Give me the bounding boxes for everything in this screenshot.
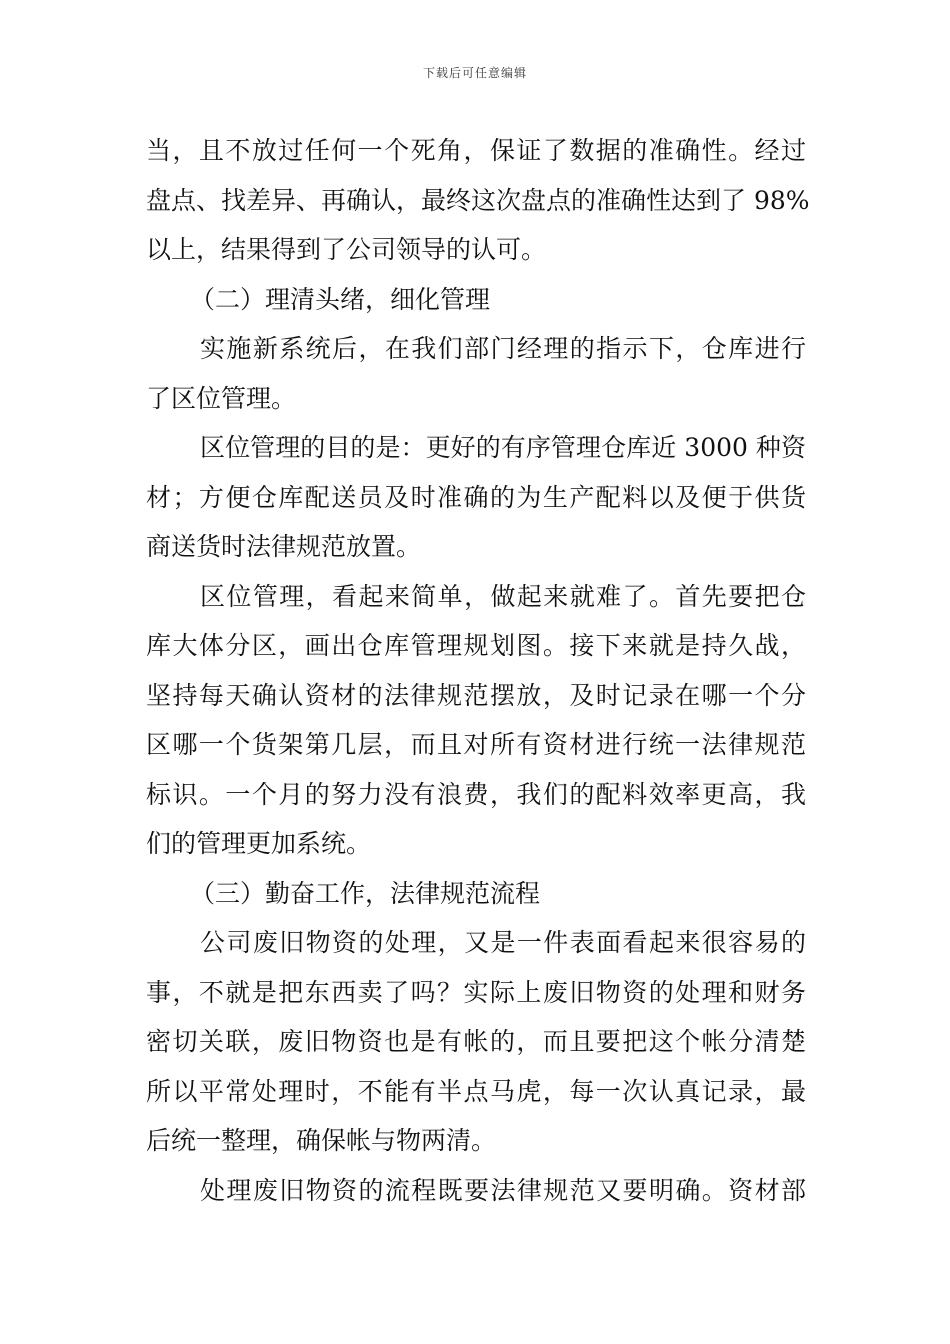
text-line: 了区位管理。 bbox=[146, 383, 297, 413]
text-line: 材；方便仓库配送员及时准确的为生产配料以及便于供货 bbox=[146, 482, 806, 512]
text-line: 坚持每天确认资材的法律规范摆放，及时记录在哪一个分 bbox=[146, 680, 806, 710]
text-line: 们的管理更加系统。 bbox=[146, 829, 372, 858]
text-line: 后统一整理，确保帐与物两清。 bbox=[146, 1126, 497, 1155]
text-line: 区位管理的目的是：更好的有序管理仓库近 3000 种资 bbox=[200, 433, 806, 462]
text-line: 实施新系统后，在我们部门经理的指示下，仓库进行 bbox=[200, 334, 806, 363]
text-line: 公司废旧物资的处理，又是一件表面看起来很容易的 bbox=[200, 928, 806, 957]
text-line: 以上，结果得到了公司领导的认可。 bbox=[146, 235, 547, 264]
text-line: 所以平常处理时，不能有半点马虎，每一次认真记录，最 bbox=[146, 1076, 806, 1106]
page-header: 下载后可任意编辑 bbox=[422, 66, 527, 80]
text-line: 区位管理，看起来简单，做起来就难了。首先要把仓 bbox=[200, 581, 806, 611]
document-body bbox=[146, 126, 810, 1215]
text-line: 标识。一个月的努力没有浪费，我们的配料效率更高，我 bbox=[146, 779, 806, 809]
text-line: 区哪一个货架第几层，而且对所有资材进行统一法律规范 bbox=[146, 730, 806, 759]
text-line: 处理废旧物资的流程既要法律规范又要明确。资材部 bbox=[200, 1175, 806, 1205]
text-line: 商送货时法律规范放置。 bbox=[146, 532, 422, 561]
text-line: 库大体分区，画出仓库管理规划图。接下来就是持久战， bbox=[146, 631, 806, 660]
text-line: 当，且不放过任何一个死角，保证了数据的准确性。经过 bbox=[146, 136, 806, 165]
text-line: 盘点、找差异、再确认，最终这次盘点的准确性达到了 98% bbox=[146, 185, 810, 215]
text-line: 事，不就是把东西卖了吗？实际上废旧物资的处理和财务 bbox=[146, 977, 806, 1007]
section-heading: （三）勤奋工作，法律规范流程 bbox=[190, 878, 541, 908]
text-line: 密切关联，废旧物资也是有帐的，而且要把这个帐分清楚 bbox=[146, 1027, 806, 1056]
section-heading: （二）理清头绪，细化管理 bbox=[190, 284, 491, 314]
